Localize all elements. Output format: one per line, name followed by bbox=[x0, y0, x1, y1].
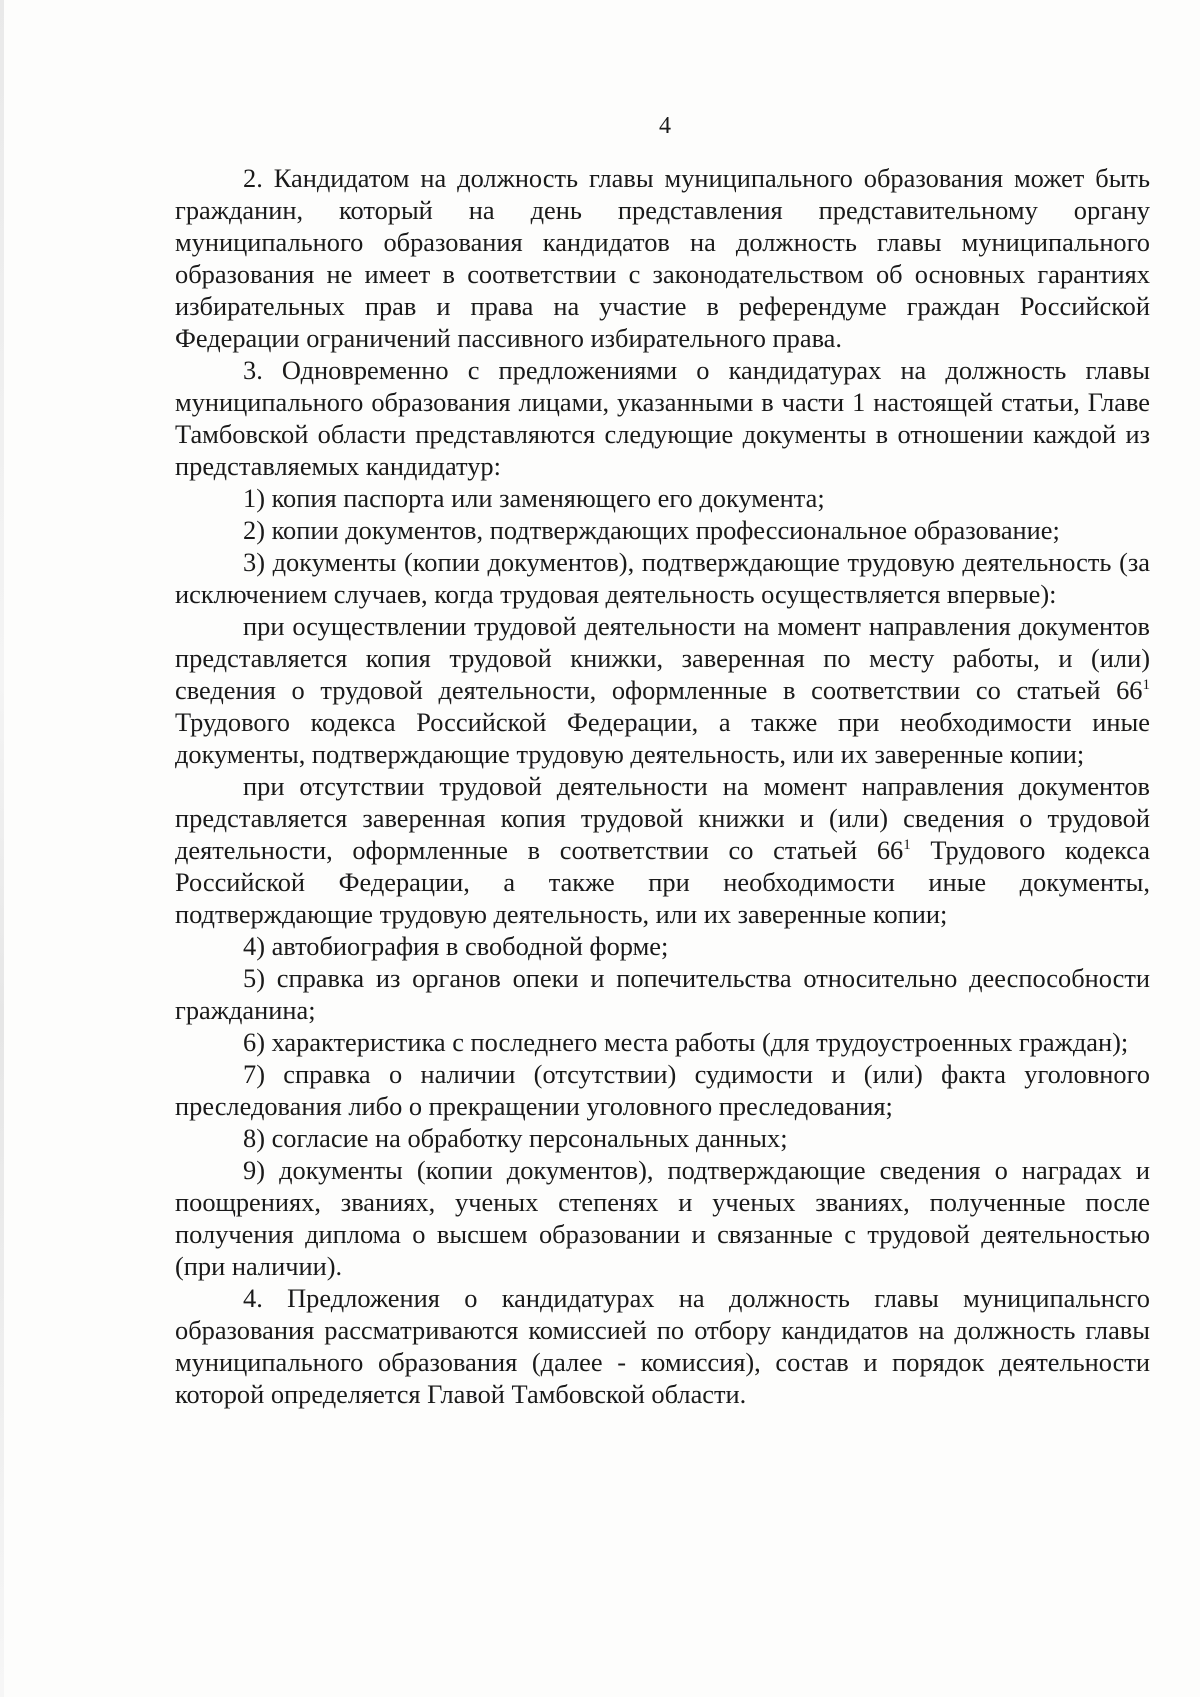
list-item-9: 9) документы (копии документов), подтверждающие сведения о наградах и поощрениях, званиях, ученых степенях и ученых званиях, полученные после получения диплома о высшем образовании и связанные с трудовой деятельностью (при наличии). bbox=[175, 1155, 1150, 1281]
list-item-4: 4) автобиография в свободной форме; bbox=[243, 931, 669, 961]
article-superscript: 1 bbox=[1142, 677, 1150, 694]
page-number: 4 bbox=[659, 113, 671, 139]
list-item-2: 2) копии документов, подтверждающих профессиональное образование; bbox=[243, 515, 1060, 545]
paragraph-4: 4. Предложения о кандидатурах на должность главы муниципальнсго образования рассматриваются комиссией по отбору кандидатов на должность главы муниципального образования (далее - комиссия), состав и порядок деятельности которой определяется Главой Тамбовской области. bbox=[175, 1283, 1150, 1409]
sub-paragraph-unemployed bbox=[175, 770, 1150, 930]
list-item-1: 1) копия паспорта или заменяющего его документа; bbox=[243, 483, 825, 513]
list-item-7: 7) справка о наличии (отсутствии) судимости и (или) факта уголовного преследования либо о прекращении уголовного преследования; bbox=[175, 1059, 1150, 1121]
list-item-6: 6) характеристика с последнего места работы (для трудоустроенных граждан); bbox=[243, 1027, 1129, 1057]
article-superscript: 1 bbox=[903, 837, 911, 854]
sub-paragraph-employed-text-a: при осуществлении трудовой деятельности на момент направления документов представляется копия трудовой книжки, заверенная по месту работы, и (или) сведения о трудовой деятельности, оформленные в соответствии со статьей 66 bbox=[175, 611, 1150, 705]
list-item-8: 8) согласие на обработку персональных данных; bbox=[243, 1123, 788, 1153]
sub-paragraph-unemployed-text-b: Трудового кодекса Российской Федерации, а также при необходимости иные документы, подтверждающие трудовую деятельность, или их заверенные копии; bbox=[175, 835, 1151, 929]
scan-edge-artifact bbox=[0, 0, 4, 1697]
sub-paragraph-employed bbox=[175, 610, 1150, 770]
sub-paragraph-unemployed-text-a: при отсутствии трудовой деятельности на момент направления документов представляется заверенная копия трудовой книжки и (или) сведения о трудовой деятельности, оформленные в соответствии со статьей 66 bbox=[175, 771, 1150, 865]
list-item-3: 3) документы (копии документов), подтверждающие трудовую деятельность (за исключением случаев, когда трудовая деятельность осуществляется впервые): bbox=[175, 547, 1150, 609]
document-body bbox=[175, 162, 1150, 1410]
paragraph-3: 3. Одновременно с предложениями о кандидатурах на должность главы муниципального образования лицами, указанными в части 1 настоящей статьи, Главе Тамбовской области представляются следующие документы в отношении каждой из представляемых кандидатур: bbox=[175, 355, 1150, 481]
sub-paragraph-employed-text-b: Трудового кодекса Российской Федерации, а также при необходимости иные документы, подтверждающие трудовую деятельность, или их заверенные копии; bbox=[175, 707, 1150, 769]
list-item-5: 5) справка из органов опеки и попечительства относительно дееспособности гражданина; bbox=[175, 963, 1150, 1025]
paragraph-2: 2. Кандидатом на должность главы муниципального образования может быть гражданин, который на день представления представительному органу муниципального образования кандидатов на должность главы муниципального образования не имеет в соответствии с законодательством об основных гарантиях избирательных прав и права на участие в референдуме граждан Российской Федерации ограничений пассивного избирательного права. bbox=[175, 163, 1150, 353]
